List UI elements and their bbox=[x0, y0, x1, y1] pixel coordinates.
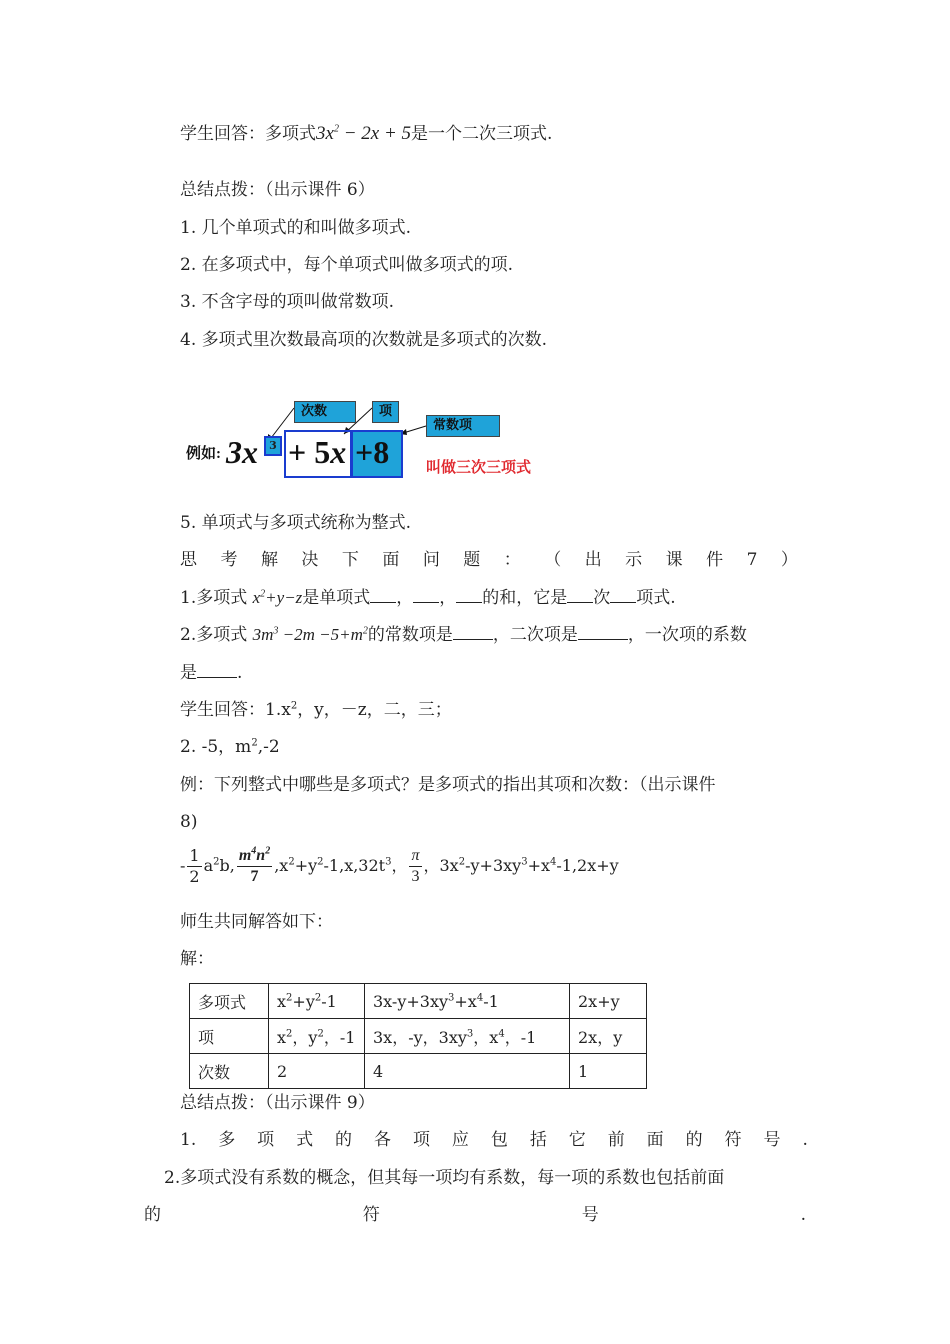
solution-label: 解： bbox=[180, 949, 214, 969]
summary1-item-1: 1. 几个单项式的和叫做多项式. bbox=[180, 218, 412, 238]
example-expressions: - $\frac{1}{2}$ $a^2b$, $\frac{m^4n^2}{7}$ $,x^2+y^2-1,x,32t^3$， $\frac{\pi}{3}$ ，$3x^2-y+3xy^3+x^4-1,2x+y$ bbox=[180, 845, 619, 886]
table-cell: 2 bbox=[269, 1054, 365, 1089]
exponent-box: 3 bbox=[264, 436, 282, 456]
summary1-item-4: 4. 多项式里次数最高项的次数就是多项式的次数. bbox=[180, 330, 548, 350]
summary1-item-2: 2. 在多项式中，每个单项式叫做多项式的项. bbox=[180, 255, 514, 275]
together-answer: 师生共同解答如下： bbox=[180, 912, 333, 932]
question-2-cont: 是 . bbox=[180, 663, 243, 683]
table-row bbox=[190, 984, 647, 1019]
table-cell: 3x，-y，$3xy^3$，$x^4$，-1 bbox=[365, 1019, 570, 1054]
table-cell: 1 bbox=[570, 1054, 647, 1089]
table-cell: 多项式 bbox=[190, 984, 269, 1019]
example-lead: 例如: bbox=[186, 446, 221, 462]
summary1-heading: 总结点拨：（出示课件 6） bbox=[180, 180, 375, 200]
table-cell: 2x+y bbox=[570, 984, 647, 1019]
example-line2: 8) bbox=[180, 812, 198, 832]
constant-label: 常数项 bbox=[426, 415, 500, 437]
summary2-item-1: 1. 多 项 式 的 各 项 应 包 括 它 前 面 的 符 号 . bbox=[180, 1130, 808, 1150]
term-label: 项 bbox=[372, 401, 399, 423]
term-5x-box: + 5x bbox=[284, 430, 352, 478]
degree-label: 次数 bbox=[294, 401, 356, 423]
table-cell: 项 bbox=[190, 1019, 269, 1054]
figure-caption: 叫做三次三项式 bbox=[426, 458, 532, 476]
point-5: 5. 单项式与多项式统称为整式. bbox=[180, 513, 412, 533]
summary2-item-2-tail: 的 符 号 . bbox=[144, 1205, 806, 1225]
table-cell: $3x-y+3xy^3+x^4-1$ bbox=[365, 984, 570, 1019]
student-answer-2-line2: 2. -5，$m^2,-2$ bbox=[180, 737, 280, 757]
question-1: 1.多项式 $x^2+y-z$是单项式 ， ， 的和，它是 次 项式. bbox=[180, 588, 676, 608]
summary2-heading: 总结点拨：（出示课件 9） bbox=[180, 1093, 375, 1113]
summary1-item-3: 3. 不含字母的项叫做常数项. bbox=[180, 292, 395, 312]
table-row bbox=[190, 1019, 647, 1054]
question-2: 2.多项式 $3m^3 -2m -5+m^2$的常数项是 ，二次项是 ，一次项的系数 bbox=[180, 625, 747, 645]
constant-term-box: +8 bbox=[351, 430, 403, 478]
table-row bbox=[190, 1054, 647, 1089]
student-answer-1: 学生回答：多项式$3x^2 - 2x + 5$是一个二次三项式. bbox=[180, 123, 553, 144]
example-line1: 例：下列整式中哪些是多项式？是多项式的指出其项和次数：（出示课件 bbox=[180, 775, 716, 795]
term-3x: 3x bbox=[226, 434, 258, 470]
polynomial-table bbox=[189, 983, 647, 1089]
student-answer-2-line1: 学生回答：$1.x^2$，y，－z，二，三； bbox=[180, 700, 452, 720]
table-cell: 次数 bbox=[190, 1054, 269, 1089]
table-cell: $x^2$，$y^2$，-1 bbox=[269, 1019, 365, 1054]
summary2-item-2: 2.多项式没有系数的概念，但其每一项均有系数，每一项的系数也包括前面 bbox=[164, 1168, 725, 1188]
table-cell: 2x，y bbox=[570, 1019, 647, 1054]
polynomial-example-figure bbox=[186, 398, 566, 488]
think-heading: 思 考 解 决 下 面 问 题 ： （ 出 示 课 件 7 ） bbox=[180, 550, 798, 570]
table-cell: 4 bbox=[365, 1054, 570, 1089]
table-cell: $x^2+y^2-1$ bbox=[269, 984, 365, 1019]
